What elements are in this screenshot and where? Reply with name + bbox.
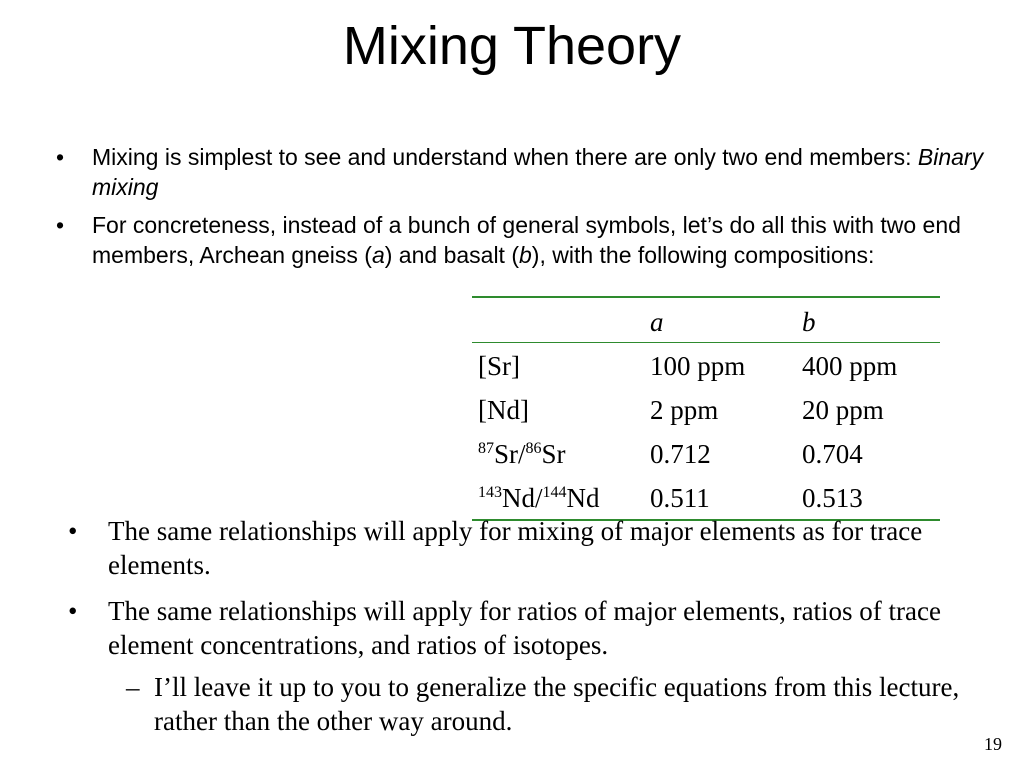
- bullet-text: The same relationships will apply for mixing of major elements as for trace elements.: [108, 516, 923, 580]
- table-row: [472, 343, 940, 388]
- isotope-base: Sr/: [494, 438, 526, 469]
- bullet-ratios: [68, 594, 998, 662]
- isotope-sup: 87: [478, 439, 494, 457]
- header-blank: [472, 297, 644, 343]
- value-b: 400 ppm: [802, 350, 898, 381]
- value-a: 0.511: [644, 475, 796, 520]
- header-b: b: [796, 297, 940, 343]
- sub-bullet-text: I’ll leave it up to you to generalize the specific equations from this lecture, rather than the other way around.: [154, 672, 960, 736]
- table-row: [472, 387, 940, 431]
- top-bullet-list: [56, 142, 986, 278]
- composition-table: [472, 296, 940, 521]
- bullet-text-part2: ) and basalt (: [384, 242, 519, 268]
- header-a: a: [644, 297, 796, 343]
- value-b: 20 ppm: [802, 394, 884, 425]
- value-b: 0.513: [796, 475, 940, 520]
- isotope-sup: 143: [478, 483, 502, 501]
- value-a: 100 ppm: [650, 350, 746, 381]
- row-label: [Sr]: [478, 350, 520, 381]
- end-member-a: a: [371, 242, 385, 268]
- table-header-row: [472, 297, 940, 343]
- isotope-sup: 144: [542, 483, 567, 501]
- value-b: 0.704: [802, 438, 863, 469]
- bullet-major-elements: [68, 514, 998, 582]
- row-label: [Nd]: [478, 394, 529, 425]
- sub-bullet-marker: –: [126, 672, 140, 702]
- value-a: 2 ppm: [650, 394, 719, 425]
- bullet-end-members: [56, 210, 986, 270]
- row-label: [472, 431, 644, 475]
- binary-mixing-term: Binary mixing: [92, 144, 984, 200]
- bullet-text-part3: ), with the following compositions:: [531, 242, 875, 268]
- isotope-base: Nd: [566, 482, 600, 513]
- page-number: 19: [984, 734, 1002, 754]
- bullet-marker: •: [68, 516, 78, 546]
- sub-bullet-generalize: [126, 670, 998, 738]
- table-row: [472, 431, 940, 475]
- bullet-marker: •: [56, 212, 65, 238]
- isotope-base: Nd/: [502, 482, 543, 513]
- bullet-marker: •: [56, 144, 65, 170]
- bullet-text-part1: For concreteness, instead of a bunch of general symbols, let’s do all this with two end members, Archean gneiss (: [92, 212, 961, 268]
- end-member-b: b: [519, 242, 532, 268]
- value-a: 0.712: [650, 438, 711, 469]
- bullet-binary-mixing: [56, 142, 986, 202]
- isotope-base: Sr: [541, 438, 566, 469]
- bullet-text: The same relationships will apply for ratios of major elements, ratios of trace element concentrations, and ratios of isotopes.: [108, 596, 941, 660]
- isotope-sup: 86: [525, 439, 542, 457]
- slide-title: Mixing Theory: [342, 16, 682, 76]
- bullet-marker: •: [68, 596, 78, 626]
- bottom-bullet-list: [68, 514, 998, 738]
- bullet-text: Mixing is simplest to see and understand when there are only two end members:: [92, 144, 918, 170]
